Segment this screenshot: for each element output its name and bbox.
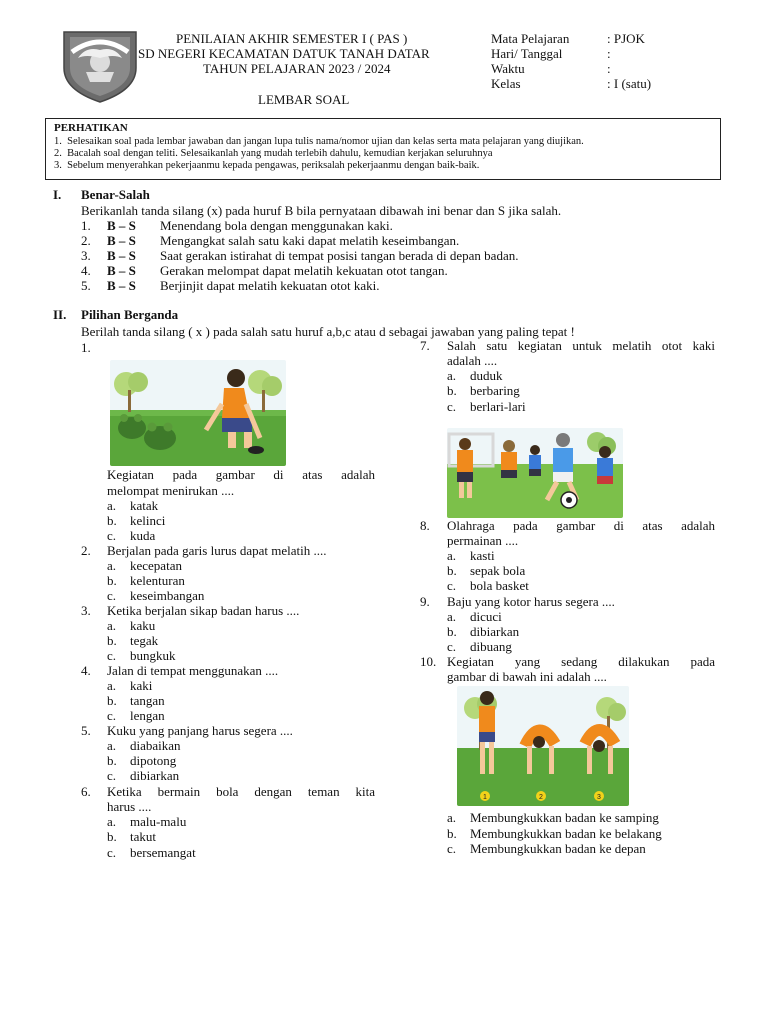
section1-num: I. (53, 187, 62, 202)
notice-box (45, 118, 721, 180)
q8-opt-a-letter: a. (447, 548, 457, 563)
school-logo (56, 28, 144, 104)
bs-num-5: 5. (81, 278, 91, 293)
q10-opt-a: Membungkukkan badan ke samping (470, 810, 659, 825)
q10-opt-c: Membungkukkan badan ke depan (470, 841, 646, 856)
header-title-2: SD NEGERI KECAMATAN DATUK TANAH DATAR (138, 46, 430, 61)
q5-text: Kuku yang panjang harus segera .... (107, 723, 293, 738)
q9-opt-a-letter: a. (447, 609, 457, 624)
q10-line2: gambar di bawah ini adalah .... (447, 669, 607, 684)
q10-line1: Kegiatan yang sedang dilakukan pada (447, 654, 715, 669)
q10-opt-b: Membungkukkan badan ke belakang (470, 826, 662, 841)
q10-num: 10. (420, 654, 437, 669)
header-title-3: TAHUN PELAJARAN 2023 / 2024 (203, 61, 391, 76)
bs-num-4: 4. (81, 263, 91, 278)
q3-opt-a: kaku (130, 618, 156, 633)
q3-opt-a-letter: a. (107, 618, 117, 633)
header-title-4: LEMBAR SOAL (258, 92, 350, 107)
bs-choice-3: B – S (107, 248, 136, 263)
bs-text-1: Menendang bola dengan menggunakan kaki. (160, 218, 393, 233)
notice-item-3: 3. Sebelum menyerahkan pekerjaanmu kepada pengawas, periksalah pekerjaanmu dengan baik-baik. (54, 160, 480, 171)
q3-opt-c: bungkuk (130, 648, 176, 663)
q6-line1: Ketika bermain bola dengan teman kita (107, 784, 375, 799)
q4-opt-a: kaki (130, 678, 153, 693)
info-value-time: : (607, 61, 611, 76)
notice-title: PERHATIKAN (54, 122, 128, 134)
q7-opt-b: berbaring (470, 383, 520, 398)
q6-opt-c-letter: c. (107, 845, 117, 860)
q9-opt-c-letter: c. (447, 639, 457, 654)
q1-opt-b: kelinci (130, 513, 166, 528)
bs-text-2: Mengangkat salah satu kaki dapat melatih keseimbangan. (160, 233, 460, 248)
q6-line2: harus .... (107, 799, 152, 814)
q9-opt-b: dibiarkan (470, 624, 520, 639)
q5-opt-a-letter: a. (107, 738, 117, 753)
q8-opt-b: sepak bola (470, 563, 526, 578)
q2-num: 2. (81, 543, 91, 558)
q2-opt-c-letter: c. (107, 588, 117, 603)
section1-title: Benar-Salah (81, 187, 150, 202)
q6-opt-c: bersemangat (130, 845, 196, 860)
notice-item-1: 1. Selesaikan soal pada lembar jawaban dan jangan lupa tulis nama/nomor ujian dan kelas serta mata pelajaran yang diujikan. (54, 136, 584, 147)
bs-choice-4: B – S (107, 263, 136, 278)
q5-opt-c-letter: c. (107, 768, 117, 783)
section2-instruction: Berilah tanda silang ( x ) pada salah satu huruf a,b,c atau d sebagai jawaban yang paling tepat ! (81, 324, 575, 339)
q9-opt-c: dibuang (470, 639, 512, 654)
q1-opt-a: katak (130, 498, 159, 513)
q8-line2: permainan .... (447, 533, 519, 548)
q7-line1: Salah satu kegiatan untuk melatih otot kaki (447, 338, 715, 353)
q2-text: Berjalan pada garis lurus dapat melatih .... (107, 543, 327, 558)
q3-text: Ketika berjalan sikap badan harus .... (107, 603, 300, 618)
bs-text-4: Gerakan melompat dapat melatih kekuatan otot tangan. (160, 263, 448, 278)
q7-opt-b-letter: b. (447, 383, 457, 398)
section1-instruction: Berikanlah tanda silang (x) pada huruf B bila pernyataan dibawah ini benar dan S jika salah. (81, 203, 562, 218)
q2-opt-b-letter: b. (107, 573, 117, 588)
q8-line1: Olahraga pada gambar di atas adalah (447, 518, 715, 533)
q5-opt-a: diabaikan (130, 738, 181, 753)
q2-opt-a-letter: a. (107, 558, 117, 573)
q8-num: 8. (420, 518, 430, 533)
q4-opt-b-letter: b. (107, 693, 117, 708)
q2-opt-c: keseimbangan (130, 588, 205, 603)
bs-num-1: 1. (81, 218, 91, 233)
q2-opt-b: kelenturan (130, 573, 185, 588)
info-label-class: Kelas (491, 76, 521, 91)
bs-choice-1: B – S (107, 218, 136, 233)
q3-num: 3. (81, 603, 91, 618)
bs-text-3: Saat gerakan istirahat di tempat posisi tangan berada di depan badan. (160, 248, 519, 263)
q4-text: Jalan di tempat menggunakan .... (107, 663, 279, 678)
q10-opt-a-letter: a. (447, 810, 457, 825)
q5-opt-c: dibiarkan (130, 768, 180, 783)
bs-num-2: 2. (81, 233, 91, 248)
q3-opt-b: tegak (130, 633, 159, 648)
section2-num: II. (53, 307, 67, 322)
q10-opt-b-letter: b. (447, 826, 457, 841)
q1-line1: Kegiatan pada gambar di atas adalah (107, 467, 375, 482)
q7-opt-c: berlari-lari (470, 399, 526, 414)
bs-text-5: Berjinjit dapat melatih kekuatan otot kaki. (160, 278, 380, 293)
frog-jump-image (110, 360, 286, 466)
q3-opt-c-letter: c. (107, 648, 117, 663)
q8-opt-b-letter: b. (447, 563, 457, 578)
info-value-subject: : PJOK (607, 31, 645, 46)
q1-opt-a-letter: a. (107, 498, 117, 513)
q6-opt-a-letter: a. (107, 814, 117, 829)
q4-num: 4. (81, 663, 91, 678)
q5-num: 5. (81, 723, 91, 738)
bs-choice-5: B – S (107, 278, 136, 293)
q6-opt-b: takut (130, 829, 156, 844)
q2-opt-a: kecepatan (130, 558, 182, 573)
exercise-step-label-2: 2 (539, 794, 543, 801)
q3-opt-b-letter: b. (107, 633, 117, 648)
notice-item-2: 2. Bacalah soal dengan teliti. Selesaikanlah yang mudah terlebih dahulu, kemudian kerjakan seluruhnya (54, 148, 493, 159)
header-title-1: PENILAIAN AKHIR SEMESTER I ( PAS ) (176, 31, 408, 46)
exercise-step-label-1: 1 (483, 794, 487, 801)
q7-opt-a-letter: a. (447, 368, 457, 383)
q7-line2: adalah .... (447, 353, 498, 368)
q8-opt-c-letter: c. (447, 578, 457, 593)
q8-opt-a: kasti (470, 548, 495, 563)
exercise-step-label-3: 3 (597, 794, 601, 801)
q1-opt-c: kuda (130, 528, 156, 543)
q1-num: 1. (81, 340, 91, 355)
q4-opt-c: lengan (130, 708, 165, 723)
info-label-date: Hari/ Tanggal (491, 46, 563, 61)
q4-opt-a-letter: a. (107, 678, 117, 693)
q10-opt-c-letter: c. (447, 841, 457, 856)
bending-exercise-image (457, 686, 629, 806)
q6-opt-a: malu-malu (130, 814, 187, 829)
soccer-game-image (447, 428, 623, 518)
q7-opt-a: duduk (470, 368, 503, 383)
q9-text: Baju yang kotor harus segera .... (447, 594, 615, 609)
q6-num: 6. (81, 784, 91, 799)
q1-opt-b-letter: b. (107, 513, 117, 528)
info-value-class: : I (satu) (607, 76, 652, 91)
q5-opt-b-letter: b. (107, 753, 117, 768)
q4-opt-b: tangan (130, 693, 165, 708)
q7-num: 7. (420, 338, 430, 353)
q4-opt-c-letter: c. (107, 708, 117, 723)
section2-title: Pilihan Berganda (81, 307, 179, 322)
q1-opt-c-letter: c. (107, 528, 117, 543)
info-value-date: : (607, 46, 611, 61)
q9-opt-a: dicuci (470, 609, 502, 624)
info-label-subject: Mata Pelajaran (491, 31, 570, 46)
q6-opt-b-letter: b. (107, 829, 117, 844)
bs-num-3: 3. (81, 248, 91, 263)
bs-choice-2: B – S (107, 233, 136, 248)
q7-opt-c-letter: c. (447, 399, 457, 414)
q9-num: 9. (420, 594, 430, 609)
q5-opt-b: dipotong (130, 753, 177, 768)
q8-opt-c: bola basket (470, 578, 529, 593)
q9-opt-b-letter: b. (447, 624, 457, 639)
info-label-time: Waktu (491, 61, 525, 76)
q1-line2: melompat menirukan .... (107, 483, 235, 498)
